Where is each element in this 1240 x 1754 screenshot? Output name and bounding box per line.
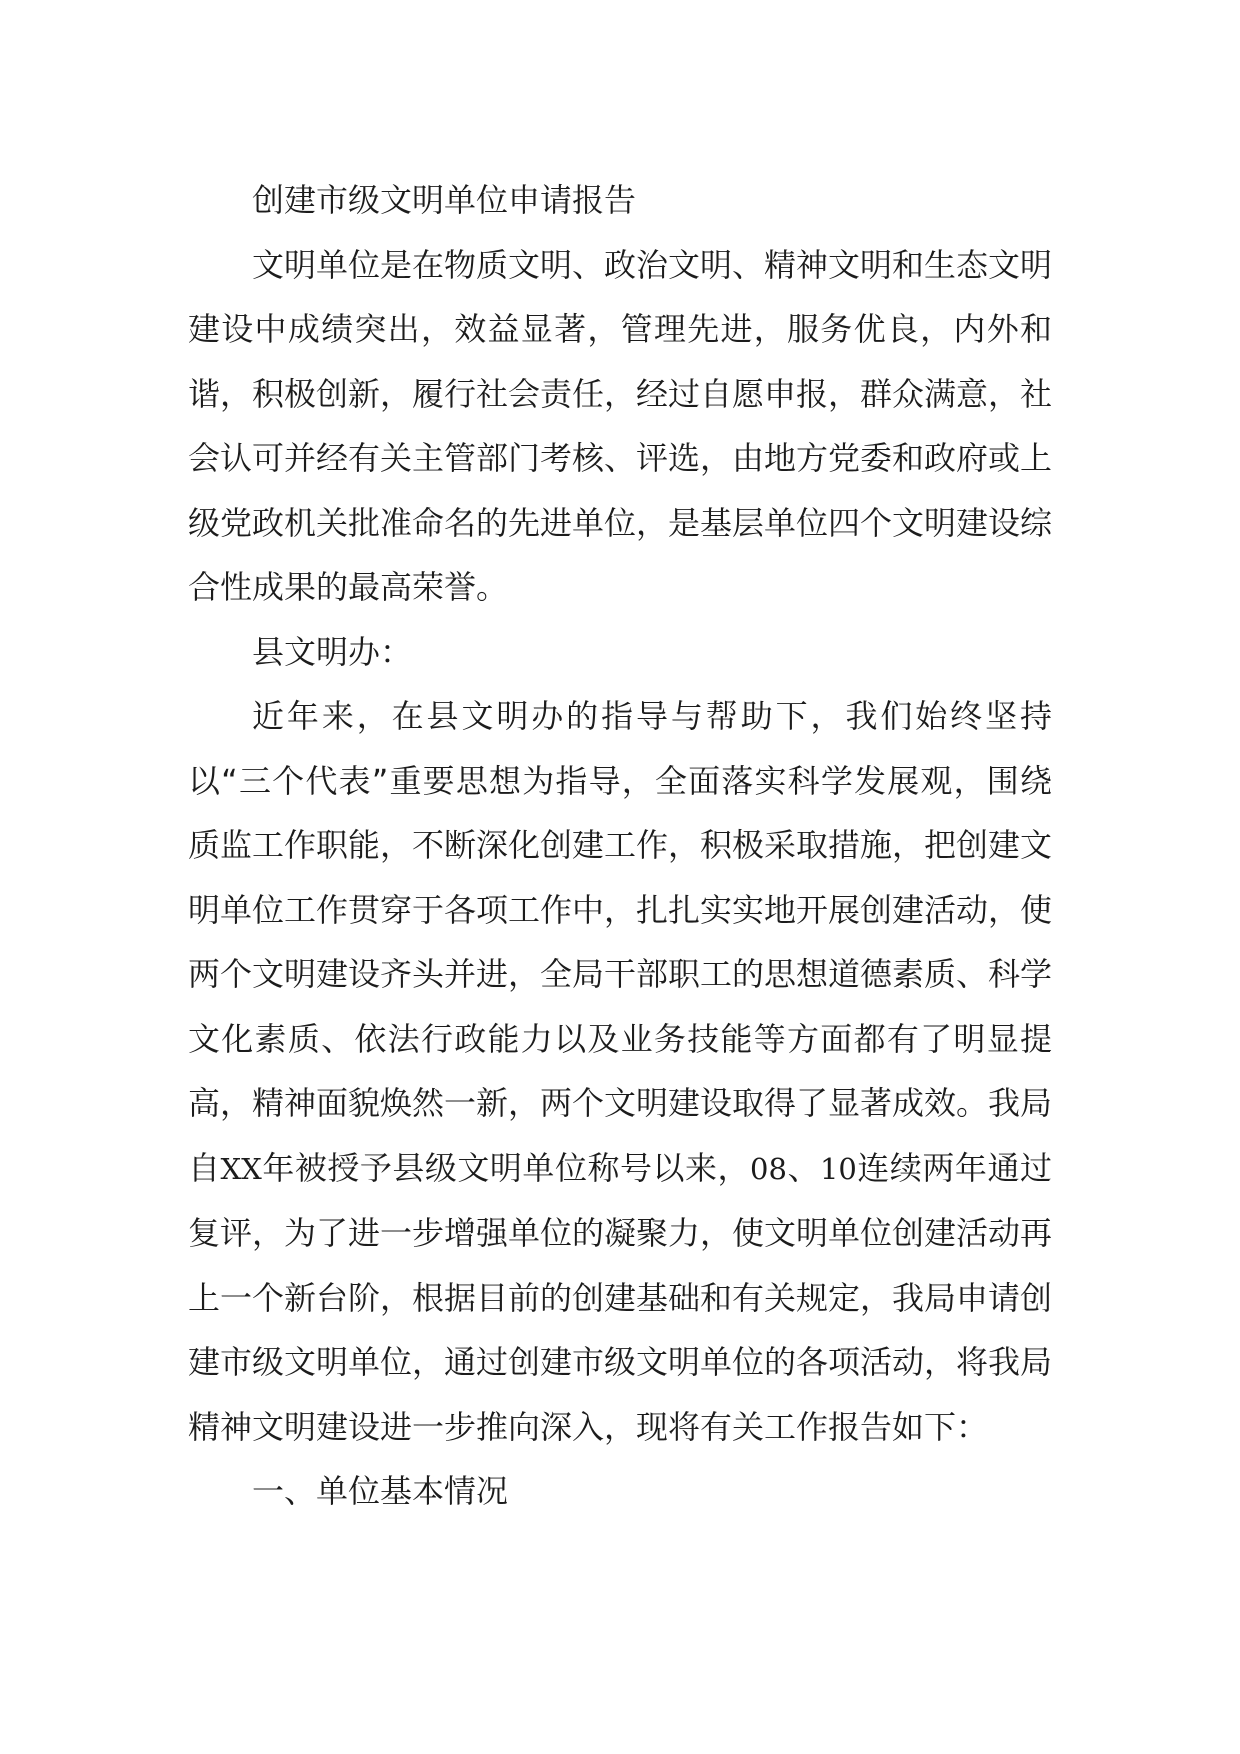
body-text-part3: 连续两年通过复评，为了进一步增强单位的凝聚力，使文明单位创建活动再上一个新台阶，根据目前的创建基础和有关规定，我局申请创建市级文明单位，通过创建市级文明单位的各项活动，将我局精神文明建设进一步推向深入，现将有关工作报告如下： <box>188 1148 1053 1446</box>
body-paragraph <box>188 684 1052 1459</box>
year-separator: 、 <box>786 1148 820 1187</box>
year-placeholder: XX <box>220 1151 262 1186</box>
review-year-2: 10 <box>819 1151 857 1186</box>
section-heading: 一、单位基本情况 <box>252 1472 509 1510</box>
body-text-part2: 年被授予县级文明单位称号以来， <box>261 1148 751 1187</box>
intro-paragraph: 文明单位是在物质文明、政治文明、精神文明和生态文明建设中成绩突出，效益显著，管理先进，服务优良，内外和谐，积极创新，履行社会责任，经过自愿申报，群众满意，社会认可并经有关主管部门考核、评选，由地方党委和政府或上级党政机关批准命名的先进单位，是基层单位四个文明建设综合性成果的最高荣誉。 <box>188 245 1053 606</box>
review-year-1: 08 <box>750 1151 787 1186</box>
body-text-part1: 近年来，在县文明办的指导与帮助下，我们始终坚持以“三个代表”重要思想为指导，全面落实科学发展观，围绕质监工作职能，不断深化创建工作，积极采取措施，把创建文明单位工作贯穿于各项工作中，扎扎实实地开展创建活动，使两个文明建设齐头并进，全局干部职工的思想道德素质、科学文化素质、依法行政能力以及业务技能等方面都有了明显提高，精神面貌焕然一新，两个文明建设取得了显著成效。我局自 <box>188 697 1053 1187</box>
document-body <box>188 168 1052 1524</box>
document-title: 创建市级文明单位申请报告 <box>252 181 637 219</box>
salutation: 县文明办： <box>252 632 413 671</box>
